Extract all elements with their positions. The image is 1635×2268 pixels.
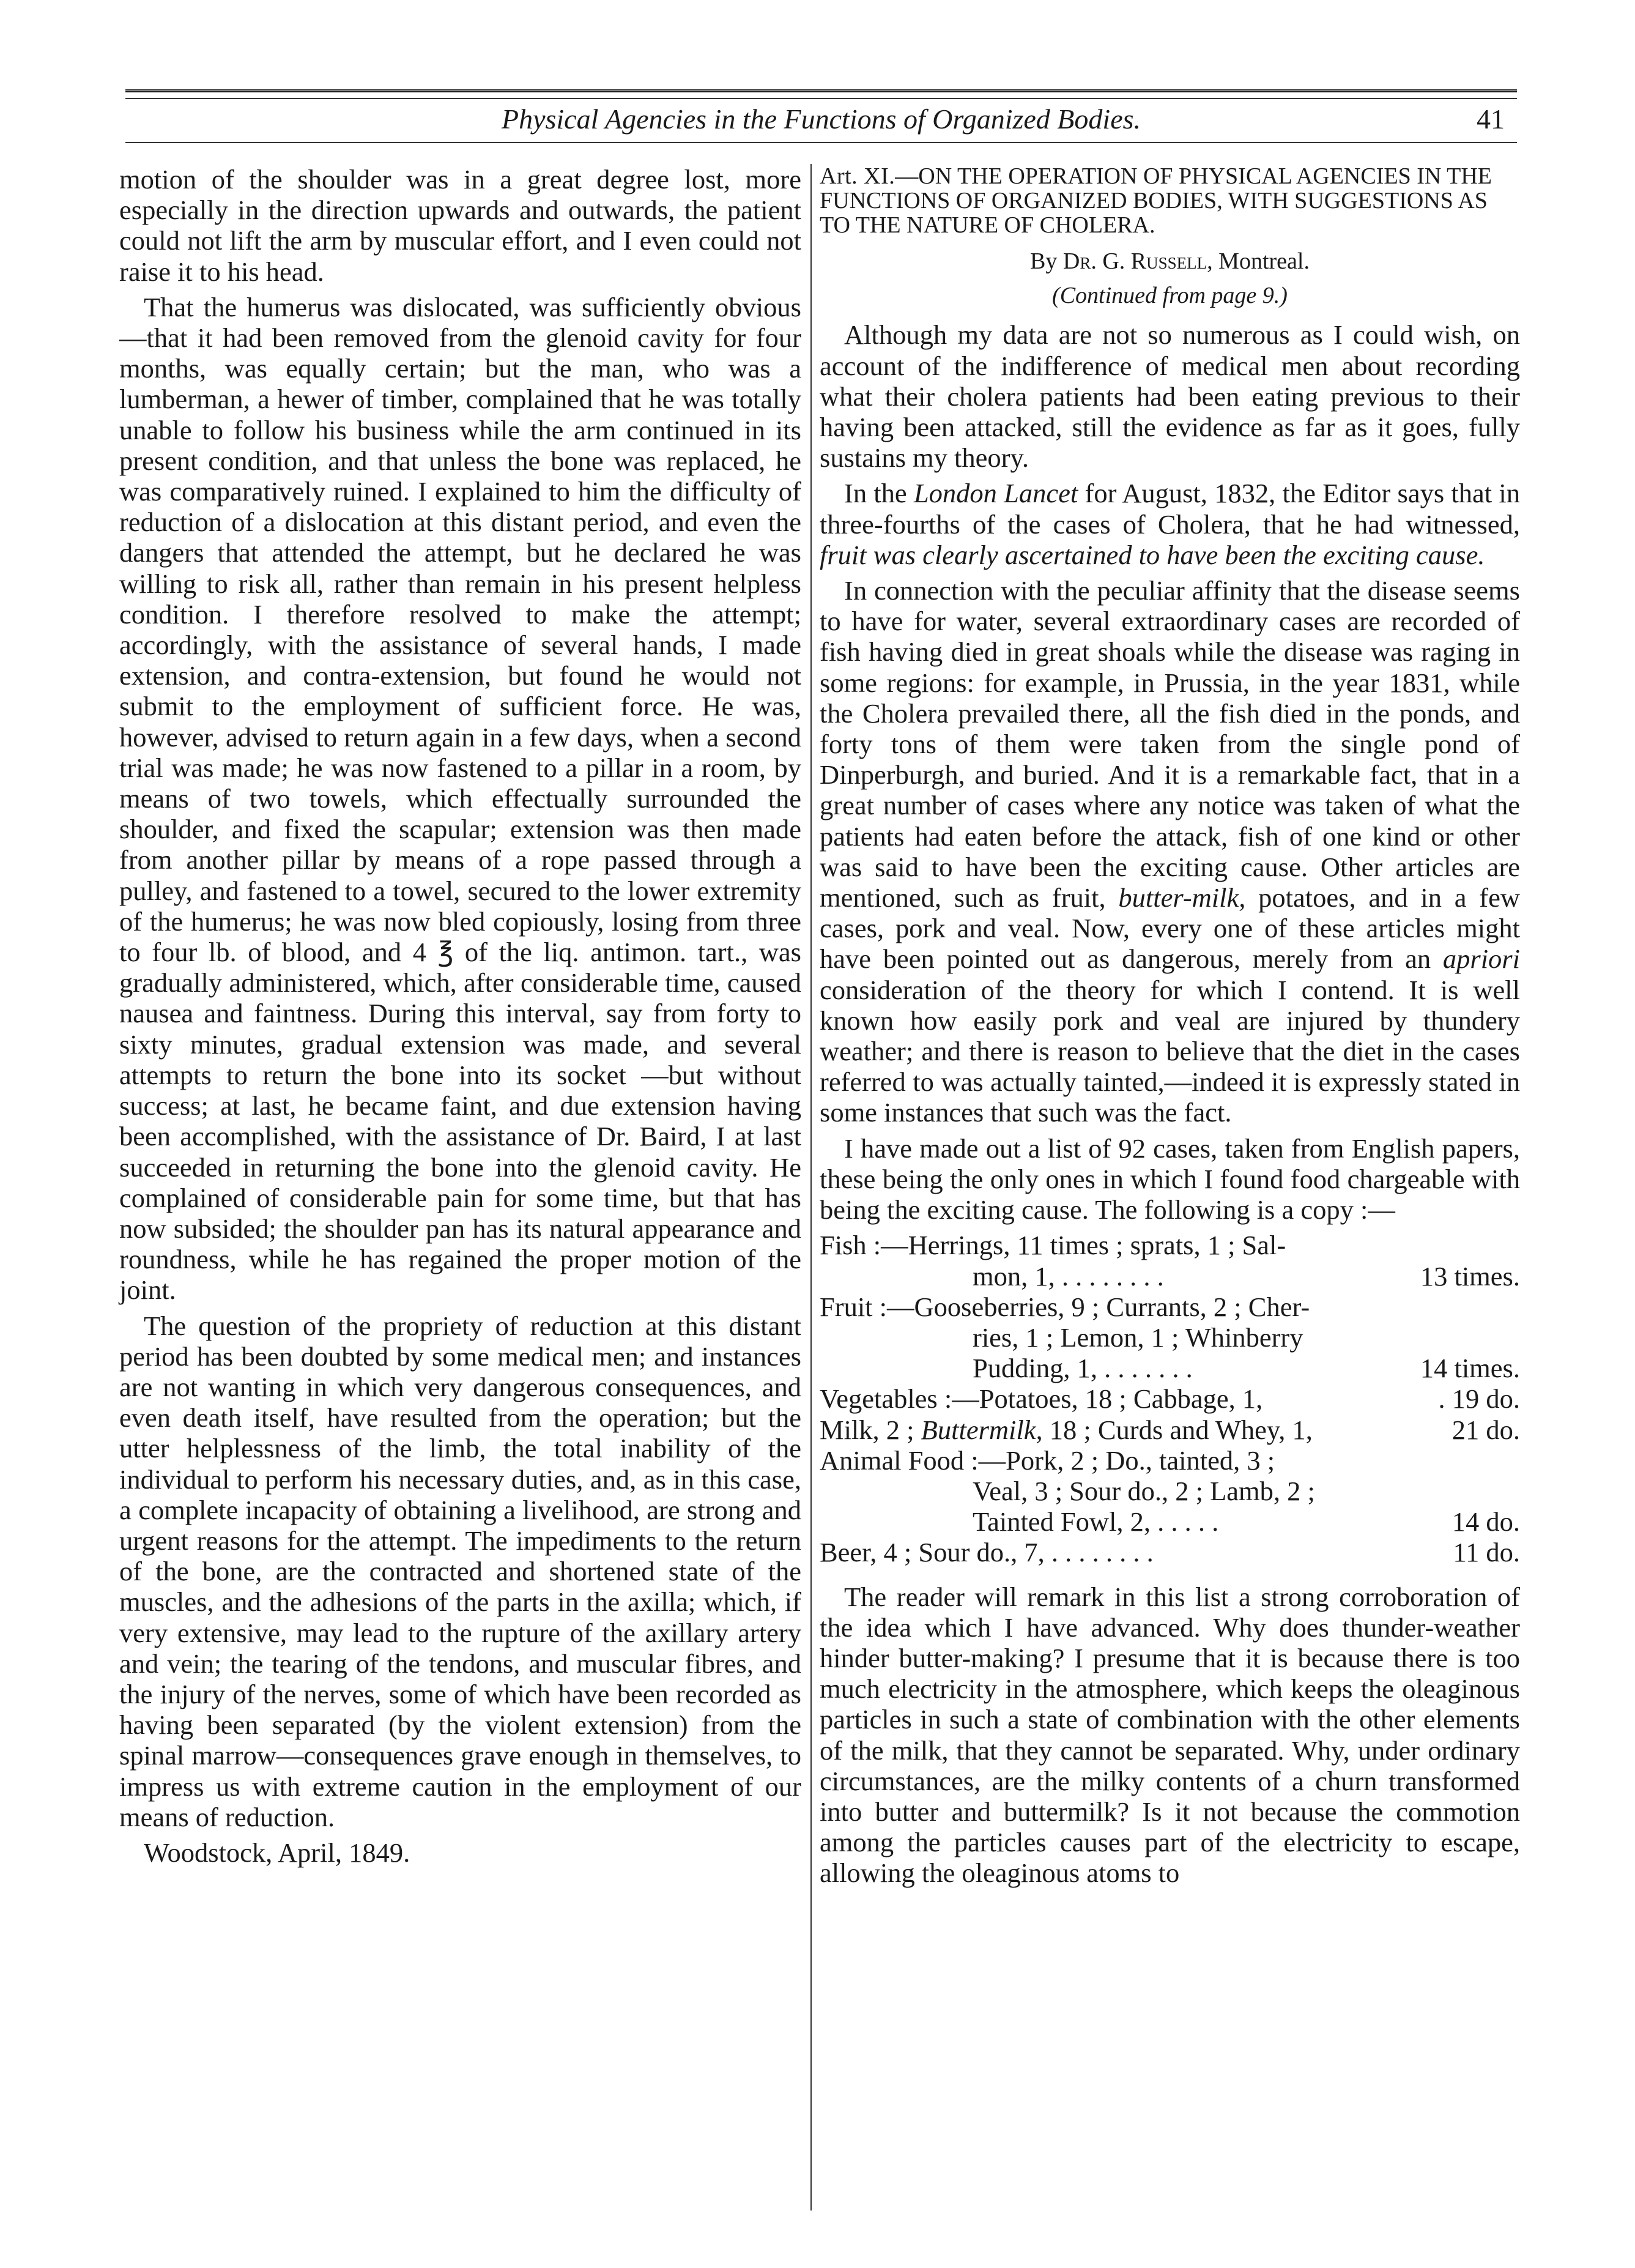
paragraph: Although my data are not so numerous as I could wish, on account of the indifference of medical men about recording what their cholera patients had been eating previous to their having been attacked, still the evidence as far as it goes, fully sustains my theory. xyxy=(820,319,1520,474)
text: Milk, 2 ; xyxy=(820,1414,921,1445)
list-line: ries, 1 ; Lemon, 1 ; Whinberry xyxy=(973,1322,1303,1353)
top-rule xyxy=(125,98,1517,99)
list-item xyxy=(820,1445,1520,1537)
emphasis: fruit was clearly ascertained to have been the exciting cause. xyxy=(820,539,1485,570)
text: consideration of the theory for which I contend. It is well known how easily pork and veal are injured by thundery weather; and there is reason to believe that the diet in the cases referred to was actually tainted,—indeed it is expressly stated in some instances that such was the fact. xyxy=(820,974,1520,1128)
emphasis: butter-milk, xyxy=(1118,882,1246,913)
text: potatoes, and in a few cases, pork and veal. Now, every one of these articles might have been pointed out as dangerous, merely from an xyxy=(820,882,1520,975)
left-column xyxy=(119,164,801,1868)
list-total: 13 times. xyxy=(1420,1260,1520,1292)
article-label: Art. XI. xyxy=(820,163,895,189)
paragraph: The question of the propriety of reduction at this distant period has been doubted by some medical men; and instances are not wanting in which very dangerous consequences, and even death itself, have resulted from the operation; but the utter helplessness of the limb, the total inability of the individual to perform his necessary duties, and, as in this case, a complete incapacity of obtaining a livelihood, are strong and urgent reasons for the attempt. The impediments to the return of the bone, are the contracted and shortened state of the muscles, and the adhesions of the parts in the axilla; which, if very extensive, may lead to the rupture of the axillary artery and vein; the tearing of the tendons, and muscular fibres, and the injury of the nerves, some of which have been recorded as having been separated (by the violent extension) from the spinal marrow—consequences grave enough in themselves, to impress us with extreme caution in the employment of our means of reduction. xyxy=(119,1310,801,1832)
signoff: Woodstock, April, 1849. xyxy=(144,1837,410,1868)
emphasis: apriori xyxy=(1442,943,1520,975)
emphasis: Buttermilk, xyxy=(921,1414,1043,1445)
paragraph: motion of the shoulder was in a great degree lost, more especially in the direction upwards and outwards, the patient could not lift the arm by muscular effort, and I even could not raise it to his head. xyxy=(119,164,801,287)
list-item xyxy=(820,1292,1520,1384)
list-line: Veal, 3 ; Sour do., 2 ; Lamb, 2 ; xyxy=(973,1475,1315,1506)
text: 18 ; Curds and Whey, 1, xyxy=(1042,1414,1313,1445)
list-line: Fish :—Herrings, 11 times ; sprats, 1 ; Sal- xyxy=(820,1230,1286,1261)
byline-prefix: By xyxy=(1030,248,1058,274)
list-line: Fruit :—Gooseberries, 9 ; Currants, 2 ; Cher- xyxy=(820,1291,1310,1322)
column-divider xyxy=(810,164,812,2210)
list-line: Beer, 4 ; Sour do., 7, . . . . . . . . xyxy=(820,1537,1154,1568)
page-header xyxy=(125,103,1517,146)
list-item xyxy=(820,1537,1520,1567)
list-item xyxy=(820,1415,1520,1445)
right-column xyxy=(820,164,1520,1894)
paragraph: The reader will remark in this list a strong corroboration of the idea which I have advanced. Why does thunder-weather hinder butter-making? I presume that it is because there is too much electricity in the atmosphere, which keeps the oleaginous particles in such a state of combination with the other elements of the milk, that they cannot be separated. Why, under ordinary circumstances, are the milky contents of a churn transformed into butter and buttermilk? Is it not because the commotion among the particles causes part of the electricity to escape, allowing the oleaginous atoms to xyxy=(820,1581,1520,1889)
paragraph: That the humerus was dislocated, was sufficiently obvious—that it had been removed from the glenoid cavity for four months, was equally certain; but the man, who was a lumberman, a hewer of timber, complained that he was totally unable to follow his business while the arm continued in its present condition, and that unless the bone was replaced, he was comparatively ruined. I explained to him the difficulty of reduction of a dislocation at this distant period, and even the dangers that attended the attempt, but he declared he was willing to risk all, rather than remain in his present helpless condition. I therefore resolved to make the attempt; accordingly, with the assistance of several hands, I made extension, and contra-extension, but found he would not submit to the employment of sufficient force. He was, however, advised to return again in a few days, when a second trial was made; he was now fastened to a pillar in a room, by means of two towels, which effectually surrounded the shoulder, and fixed the scapular; extension was then made from another pillar by means of a rope passed through a pulley, and fastened to a towel, secured to the lower extremity of the humerus; he was now bled copiously, losing from three to four lb. of blood, and 4 ℥ of the liq. antimon. tart., was gradually administered, which, after considerable time, caused nausea and faintness. During this interval, say from forty to sixty minutes, gradual extension was made, and several attempts to return the bone into its socket —but without success; at last, he became faint, and due extension having been accomplished, with the assistance of Dr. Baird, I at last succeeded in returning the bone into the glenoid cavity. He complained of considerable pain for some time, but that has now subsided; the shoulder pan has its natural appearance and roundness, while he has regained the proper motion of the joint. xyxy=(119,291,801,1306)
running-title: Physical Agencies in the Functions of Organized Bodies. xyxy=(501,103,1141,135)
paragraph: I have made out a list of 92 cases, taken from English papers, these being the only ones in which I found food chargeable with being the exciting cause. The following is a copy :— xyxy=(820,1132,1520,1225)
text: In connection with the peculiar affinity that the disease seems to have for water, several extraordinary cases are recorded of fish having died in great shoals while the disease was raging in some regions: for example, in Prussia, in the year 1831, while the Cholera prevailed there, all the fish died in the ponds, and forty tons of them were taken from the single pond of Dinperburgh, and buried. And it is a remarkable fact, that in a great number of cases where any notice was taken of what the patients had eaten before the attack, fish of one kind or other was said to have been the exciting cause. Other articles are mentioned, such as fruit, xyxy=(820,575,1520,913)
list-item xyxy=(820,1383,1520,1414)
paragraph xyxy=(820,478,1520,570)
article-title xyxy=(820,164,1520,237)
article-title-text: —ON THE OPERATION OF PHYSICAL AGENCIES IN THE FUNCTIONS OF ORGANIZED BODIES, WITH SUGGESTIONS AS TO THE NATURE OF CHOLERA. xyxy=(820,163,1492,238)
list-total: 11 do. xyxy=(1453,1537,1520,1568)
page-number: 41 xyxy=(1477,103,1505,135)
list-line: mon, 1, . . . . . . . . xyxy=(973,1260,1164,1292)
text: In the xyxy=(844,478,914,509)
list-line: Pudding, 1, . . . . . . . xyxy=(973,1353,1193,1384)
header-rule xyxy=(125,142,1517,143)
emphasis: London Lancet xyxy=(913,478,1078,509)
list-total: . 19 do. xyxy=(1438,1383,1520,1415)
paragraph xyxy=(820,575,1520,1128)
list-line: Tainted Fowl, 2, . . . . . xyxy=(973,1506,1219,1537)
text: for August, 1832, the Editor says that in three-fourths of the cases of Cholera, that he had witnessed, xyxy=(820,478,1521,540)
top-double-rule xyxy=(125,89,1517,92)
author-location: Montreal. xyxy=(1218,248,1310,274)
list-line: Vegetables :—Potatoes, 18 ; Cabbage, 1, xyxy=(820,1383,1263,1415)
list-total: 14 do. xyxy=(1451,1506,1520,1537)
list-total: 14 times. xyxy=(1420,1353,1520,1384)
continued-note: (Continued from page 9.) xyxy=(1052,283,1288,309)
list-total: 21 do. xyxy=(1451,1414,1520,1445)
list-item xyxy=(820,1230,1520,1291)
list-line: Animal Food :—Pork, 2 ; Do., tainted, 3 ; xyxy=(820,1444,1275,1476)
food-case-list xyxy=(820,1230,1520,1567)
author-name: Dr. G. Russell, xyxy=(1062,248,1213,274)
byline xyxy=(820,246,1520,277)
list-line xyxy=(820,1415,1520,1445)
